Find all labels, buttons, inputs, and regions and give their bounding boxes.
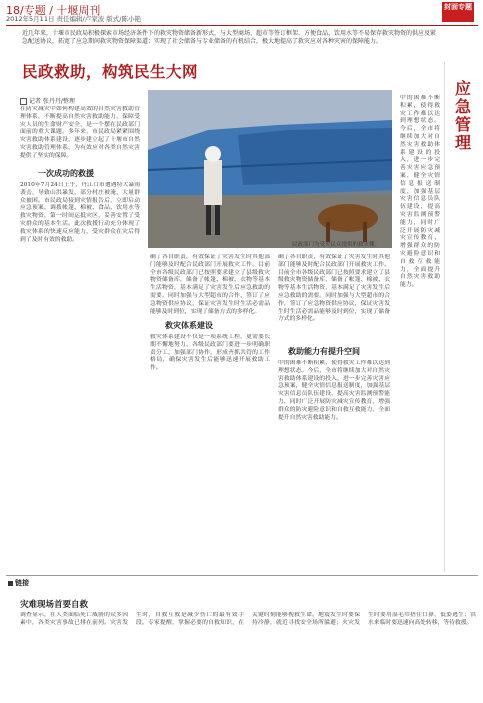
- page-number: 18/专题 / 十堰周刊: [6, 4, 101, 17]
- byline: [20, 96, 75, 105]
- photo-caption: 民政部门为受灾民众提供的救灾棚。: [292, 242, 381, 248]
- issue-date: 2012年5月11日 责任编辑/卢家波 版式/陈小艳: [6, 15, 141, 23]
- lead-paragraph: 近几年来，十堰市民政局积极探索市场经济条件下的救灾物资储备新形式，与大型商场、超市等签订框架、方便食品、饮用水等不易保存救灾物资的供应及紧急配送协议，拓宽了应急期间救灾物资保障渠道；实现了社会储备与专业储备的有机结合，极大地提高了救灾应对各种灾害的保障能力。: [22, 30, 437, 45]
- article-column-7: 中的困难不断积累，使得救灾工作难以达到理想状态。今后，全市将继续加大对自然灾害救助体系建设的投入，进一步完善灾害应急预案，健全灾情信息报送制度，加强基层灾害信息员队伍建设，提高灾害监测预警能力，同时广泛开展防灾减灾宣传教育，增强群众的防灾避险意识和自救互救能力，全面提升自然灾害救助能力。: [278, 360, 390, 421]
- subhead-1: 一次成功的救援: [38, 168, 94, 178]
- bottom-article-title: 灾难现场首要自救: [20, 600, 89, 610]
- article-column-1: 在防灾减灾中如何构建高效的自然灾害救助管理体系，不断提高自然灾害救助能力，保障受灾人员的生命财产安全，是一个摆在民政部门面前的重大课题。多年来，市民政局紧紧围绕灾害救助体系建设，逐步建立起了十堰市自然灾害救助管理体系，为有效应对各类自然灾害提供了坚实的保障。: [20, 106, 140, 159]
- headline: 民政救助，构筑民生大网: [22, 62, 199, 81]
- byline-text: 记者 张丹丹/整理: [29, 98, 75, 105]
- article-column-4: 中的困难不断积累，使得救灾工作难以达到理想状态。今后，全市将继续加大对自然灾害救助体系建设的投入，进一步完善灾害应急预案，健全灾情信息报送制度，加强基层灾害信息员队伍建设，提高灾害监测预警能力，同时广泛开展防灾减灾宣传教育，增强群众的防灾避险意识和自救互救能力，全面提升自然灾害救助能力。: [400, 95, 440, 289]
- column-divider: [444, 62, 445, 572]
- links-divider: [6, 575, 478, 576]
- photo-illustration: [148, 90, 392, 248]
- subhead-2: 救灾体系建设: [165, 320, 213, 330]
- header-rule: [6, 25, 478, 26]
- cover-feature-flag: 封面专题: [442, 2, 474, 22]
- links-label: 链接: [15, 579, 29, 587]
- article-column-3: 确了各自职责，有效保证了灾害发生时其他部门能够及时配合民政部门开展救灾工作。目前全市各级民政部门已按照要求建立了县级救灾物资储备库，储备了帐篷、棉被、衣物等基本生活物资，基本满足了灾害发生后应急救助的需要。同时加强与大型超市的合作，签订了应急物资供应协议，保证灾害发生时生活必需品能够及时到位，实现了储备方式的多样化。: [150, 254, 270, 315]
- subhead-3: 救助能力有提升空间: [288, 346, 360, 356]
- byline-box-icon: [20, 98, 27, 105]
- section-label: 应急管理: [454, 79, 471, 152]
- bottom-article-body: 调查显示，在人类面临死亡威胁的众多因素中，各类灾害事故已排在前列。灾害发生时，自救互救是减少伤亡的最有效手段。专家提醒，掌握必要的自救知识，在关键时刻能够挽救生命。地震发生时要保持冷静，就近寻找安全场所躲避；火灾发生时要用湿毛巾捂住口鼻，低姿逃生；洪水来临时要迅速向高处转移，等待救援。: [20, 612, 476, 626]
- page-header: [6, 2, 478, 24]
- article-column-2: 2010年7月24日上午，丹江口市遭遇特大暴雨袭击，导致山洪暴发，部分村庄被淹，大量群众被困。市民政局接到灾情报告后，立即启动应急预案，调拨帐篷、棉被、食品、饮用水等救灾物资，第一时间运抵灾区，妥善安置了受灾群众的基本生活。此次救援行动充分体现了救灾体系的快速反应能力，受灾群众在灾后得到了及时有效的救助。: [20, 182, 140, 243]
- news-photo: [148, 90, 392, 248]
- article-column-5: 救灾体系建设不仅是一项系统工程，更需要长期不懈地努力。各级民政部门要进一步明确职责分工，加强部门协作，形成齐抓共管的工作格局，确保灾害发生后能够迅速开展救助工作。: [150, 334, 270, 372]
- article-column-6: 确了各自职责，有效保证了灾害发生时其他部门能够及时配合民政部门开展救灾工作。目前全市各级民政部门已按照要求建立了县级救灾物资储备库，储备了帐篷、棉被、衣物等基本生活物资，基本满足了灾害发生后应急救助的需要。同时加强与大型超市的合作，签订了应急物资供应协议，保证灾害发生时生活必需品能够及时到位，实现了储备方式的多样化。: [278, 254, 390, 323]
- links-box-icon: [8, 581, 13, 586]
- links-header: [8, 578, 29, 588]
